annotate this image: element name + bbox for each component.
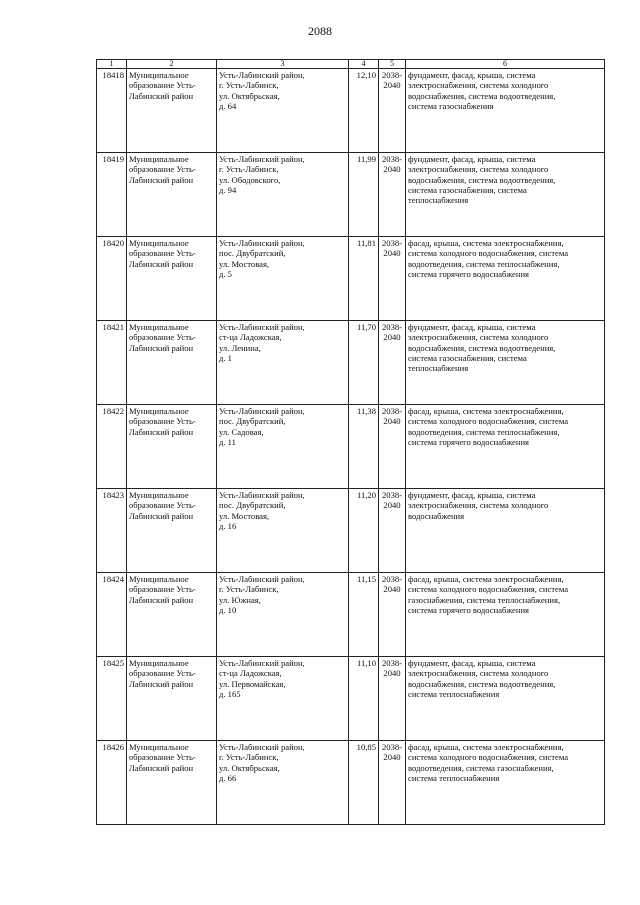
address-cell-line: ул. Ленина, (219, 342, 261, 353)
address-cell-line: д. 1 (219, 352, 232, 363)
table-row (97, 153, 605, 237)
works-cell-line: водоснабжения, система водоотведения, (408, 174, 556, 185)
address-cell-line: д. 64 (219, 100, 237, 111)
municipality-cell-line: Лабинский район (129, 258, 194, 269)
table-row (97, 405, 605, 489)
municipality-cell-line: Муниципальное (129, 322, 189, 332)
address-cell (217, 573, 349, 657)
works-cell-line: фасад, крыша, система электроснабжения, (408, 742, 564, 752)
works-cell-line: водоснабжения, система водоотведения, (408, 342, 556, 353)
works-cell-line: фасад, крыша, система электроснабжения, (408, 406, 564, 416)
address-cell-line: д. 5 (219, 268, 232, 279)
address-cell-line: пос. Двубратский, (219, 500, 286, 511)
municipality-cell-line: образование Усть- (129, 164, 196, 175)
works-cell-line: водоотведения, система теплоснабжения, (408, 426, 560, 437)
period-cell-line: 2038- (381, 658, 403, 668)
period-cell-line: 2038- (381, 238, 403, 248)
header-col-5: 5 (379, 60, 406, 69)
page-number: 2088 (308, 24, 332, 38)
address-cell (217, 153, 349, 237)
municipality-cell-line: образование Усть- (129, 500, 196, 511)
works-cell-line: система газоснабжения, система (408, 352, 527, 363)
area-cell: 11,81 (349, 237, 379, 321)
period-cell-line: 2040 (383, 668, 401, 679)
works-cell-line: теплоснабжения (408, 363, 469, 374)
works-cell-line: электроснабжения, система холодного (408, 500, 549, 511)
row-id: 18421 (97, 321, 127, 405)
municipality-cell-line: Муниципальное (129, 406, 189, 416)
works-cell-line: система теплоснабжения (408, 772, 500, 783)
municipality-cell-line: Муниципальное (129, 742, 189, 752)
table-row (97, 489, 605, 573)
address-cell-line: Усть-Лабинский район, (219, 490, 305, 500)
period-cell-line: 2038- (381, 154, 403, 164)
works-cell-line: система горячего водоснабжения (408, 436, 529, 447)
area-cell: 11,10 (349, 657, 379, 741)
period-cell (379, 573, 406, 657)
works-cell-line: система холодного водоснабжения, система (408, 752, 569, 763)
address-cell-line: г. Усть-Лабинск, (219, 80, 279, 91)
works-cell-line: газоснабжения, система теплоснабжения, (408, 594, 561, 605)
period-cell-line: 2040 (383, 332, 401, 343)
period-cell-line: 2038- (381, 742, 403, 752)
address-cell (217, 237, 349, 321)
address-cell-line: Усть-Лабинский район, (219, 322, 305, 332)
period-cell-line: 2040 (383, 584, 401, 595)
address-cell-line: д. 66 (219, 772, 237, 783)
municipality-cell (127, 657, 217, 741)
period-cell (379, 153, 406, 237)
works-cell-line: система холодного водоснабжения, система (408, 416, 569, 427)
works-cell-line: фундамент, фасад, крыша, система (408, 658, 536, 668)
period-cell-line: 2040 (383, 248, 401, 259)
works-cell (406, 741, 605, 825)
table-row (97, 321, 605, 405)
address-cell (217, 69, 349, 153)
works-cell-line: система газоснабжения (408, 100, 494, 111)
table-row (97, 741, 605, 825)
table-row (97, 237, 605, 321)
period-cell-line: 2040 (383, 80, 401, 91)
works-cell-line: система горячего водоснабжения (408, 604, 529, 615)
address-cell-line: ул. Октябрьская, (219, 762, 280, 773)
address-cell-line: пос. Двубратский, (219, 416, 286, 427)
header-col-6: 6 (406, 60, 605, 69)
header-col-4: 4 (349, 60, 379, 69)
area-cell: 10,85 (349, 741, 379, 825)
works-cell (406, 321, 605, 405)
address-cell-line: д. 165 (219, 688, 241, 699)
address-cell (217, 489, 349, 573)
period-cell-line: 2040 (383, 500, 401, 511)
municipality-cell-line: Муниципальное (129, 70, 189, 80)
period-cell (379, 405, 406, 489)
period-cell-line: 2038- (381, 490, 403, 500)
municipality-cell-line: образование Усть- (129, 752, 196, 763)
address-cell (217, 741, 349, 825)
works-cell (406, 573, 605, 657)
address-cell-line: пос. Двубратский, (219, 248, 286, 259)
area-cell: 11,70 (349, 321, 379, 405)
row-id: 18425 (97, 657, 127, 741)
row-id: 18422 (97, 405, 127, 489)
address-cell-line: ст-ца Ладожская, (219, 332, 282, 343)
municipality-cell-line: Лабинский район (129, 342, 194, 353)
address-cell-line: Усть-Лабинский район, (219, 70, 305, 80)
works-cell-line: система холодного водоснабжения, система (408, 248, 569, 259)
works-cell-line: фасад, крыша, система электроснабжения, (408, 574, 564, 584)
table-header (97, 60, 605, 69)
municipality-cell-line: образование Усть- (129, 584, 196, 595)
municipality-cell-line: Лабинский район (129, 426, 194, 437)
address-cell-line: Усть-Лабинский район, (219, 574, 305, 584)
period-cell-line: 2038- (381, 322, 403, 332)
address-cell (217, 321, 349, 405)
row-id: 18419 (97, 153, 127, 237)
address-cell-line: Усть-Лабинский район, (219, 658, 305, 668)
address-cell-line: Усть-Лабинский район, (219, 154, 305, 164)
municipality-cell-line: Лабинский район (129, 510, 194, 521)
address-cell (217, 657, 349, 741)
works-cell-line: фундамент, фасад, крыша, система (408, 70, 536, 80)
period-cell-line: 2040 (383, 416, 401, 427)
works-cell (406, 237, 605, 321)
address-cell (217, 405, 349, 489)
area-cell: 11,15 (349, 573, 379, 657)
address-cell-line: г. Усть-Лабинск, (219, 584, 279, 595)
municipality-cell-line: Лабинский район (129, 678, 194, 689)
works-cell (406, 405, 605, 489)
period-cell-line: 2038- (381, 70, 403, 80)
works-cell-line: водоснабжения, система водоотведения, (408, 90, 556, 101)
address-cell-line: ул. Мостовая, (219, 510, 270, 521)
address-cell-line: д. 94 (219, 184, 237, 195)
table-row (97, 657, 605, 741)
municipality-cell-line: Лабинский район (129, 762, 194, 773)
period-cell (379, 489, 406, 573)
works-cell-line: водоотведения, система теплоснабжения, (408, 258, 560, 269)
municipality-cell-line: Муниципальное (129, 658, 189, 668)
area-cell: 11,38 (349, 405, 379, 489)
municipality-cell-line: Муниципальное (129, 574, 189, 584)
municipality-cell-line: образование Усть- (129, 248, 196, 259)
works-cell-line: теплоснабжения (408, 195, 469, 206)
address-cell-line: д. 10 (219, 604, 237, 615)
row-id: 18418 (97, 69, 127, 153)
row-id: 18423 (97, 489, 127, 573)
address-cell-line: Усть-Лабинский район, (219, 238, 305, 248)
works-cell (406, 153, 605, 237)
works-cell-line: электроснабжения, система холодного (408, 164, 549, 175)
table-row (97, 573, 605, 657)
address-cell-line: Усть-Лабинский район, (219, 742, 305, 752)
works-cell-line: фундамент, фасад, крыша, система (408, 322, 536, 332)
period-cell-line: 2038- (381, 574, 403, 584)
header-col-2: 2 (127, 60, 217, 69)
municipality-cell-line: Муниципальное (129, 490, 189, 500)
row-id: 18426 (97, 741, 127, 825)
address-cell-line: ст-ца Ладожская, (219, 668, 282, 679)
municipality-cell-line: Лабинский район (129, 174, 194, 185)
municipality-cell (127, 153, 217, 237)
works-cell-line: водоснабжения (408, 510, 465, 521)
period-cell (379, 321, 406, 405)
works-cell-line: электроснабжения, система холодного (408, 332, 549, 343)
header-col-3: 3 (217, 60, 349, 69)
works-cell (406, 489, 605, 573)
municipality-cell (127, 741, 217, 825)
registry-table (96, 59, 605, 825)
address-cell-line: ул. Октябрьская, (219, 90, 280, 101)
municipality-cell-line: Лабинский район (129, 90, 194, 101)
address-cell-line: г. Усть-Лабинск, (219, 164, 279, 175)
municipality-cell (127, 405, 217, 489)
period-cell (379, 657, 406, 741)
address-cell-line: ул. Мостовая, (219, 258, 270, 269)
works-cell (406, 657, 605, 741)
municipality-cell-line: Муниципальное (129, 154, 189, 164)
row-id: 18424 (97, 573, 127, 657)
period-cell-line: 2040 (383, 164, 401, 175)
works-cell-line: электроснабжения, система холодного (408, 80, 549, 91)
area-cell: 11,99 (349, 153, 379, 237)
address-cell-line: ул. Первомайская, (219, 678, 286, 689)
period-cell (379, 741, 406, 825)
address-cell-line: д. 11 (219, 436, 236, 447)
address-cell-line: ул. Ободовского, (219, 174, 281, 185)
works-cell-line: система горячего водоснабжения (408, 268, 529, 279)
header-col-1: 1 (97, 60, 127, 69)
address-cell-line: ул. Южная, (219, 594, 261, 605)
header-row (97, 60, 605, 69)
municipality-cell (127, 489, 217, 573)
area-cell: 12,10 (349, 69, 379, 153)
area-cell: 11,20 (349, 489, 379, 573)
works-cell-line: фундамент, фасад, крыша, система (408, 490, 536, 500)
period-cell-line: 2038- (381, 406, 403, 416)
address-cell-line: г. Усть-Лабинск, (219, 752, 279, 763)
works-cell-line: фундамент, фасад, крыша, система (408, 154, 536, 164)
municipality-cell-line: Муниципальное (129, 238, 189, 248)
address-cell-line: д. 16 (219, 520, 237, 531)
municipality-cell (127, 573, 217, 657)
works-cell-line: водоотведения, система газоснабжения, (408, 762, 554, 773)
municipality-cell-line: Лабинский район (129, 594, 194, 605)
municipality-cell (127, 237, 217, 321)
row-id: 18420 (97, 237, 127, 321)
works-cell-line: водоснабжения, система водоотведения, (408, 678, 556, 689)
table-row (97, 69, 605, 153)
period-cell (379, 69, 406, 153)
municipality-cell-line: образование Усть- (129, 80, 196, 91)
works-cell-line: система холодного водоснабжения, система (408, 584, 569, 595)
works-cell-line: электроснабжения, система холодного (408, 668, 549, 679)
works-cell (406, 69, 605, 153)
works-cell-line: система газоснабжения, система (408, 184, 527, 195)
period-cell-line: 2040 (383, 752, 401, 763)
works-cell-line: система теплоснабжения (408, 688, 500, 699)
period-cell (379, 237, 406, 321)
municipality-cell-line: образование Усть- (129, 416, 196, 427)
municipality-cell-line: образование Усть- (129, 668, 196, 679)
address-cell-line: Усть-Лабинский район, (219, 406, 305, 416)
works-cell-line: фасад, крыша, система электроснабжения, (408, 238, 564, 248)
municipality-cell (127, 321, 217, 405)
table-body (97, 69, 605, 825)
municipality-cell-line: образование Усть- (129, 332, 196, 343)
municipality-cell (127, 69, 217, 153)
address-cell-line: ул. Садовая, (219, 426, 264, 437)
